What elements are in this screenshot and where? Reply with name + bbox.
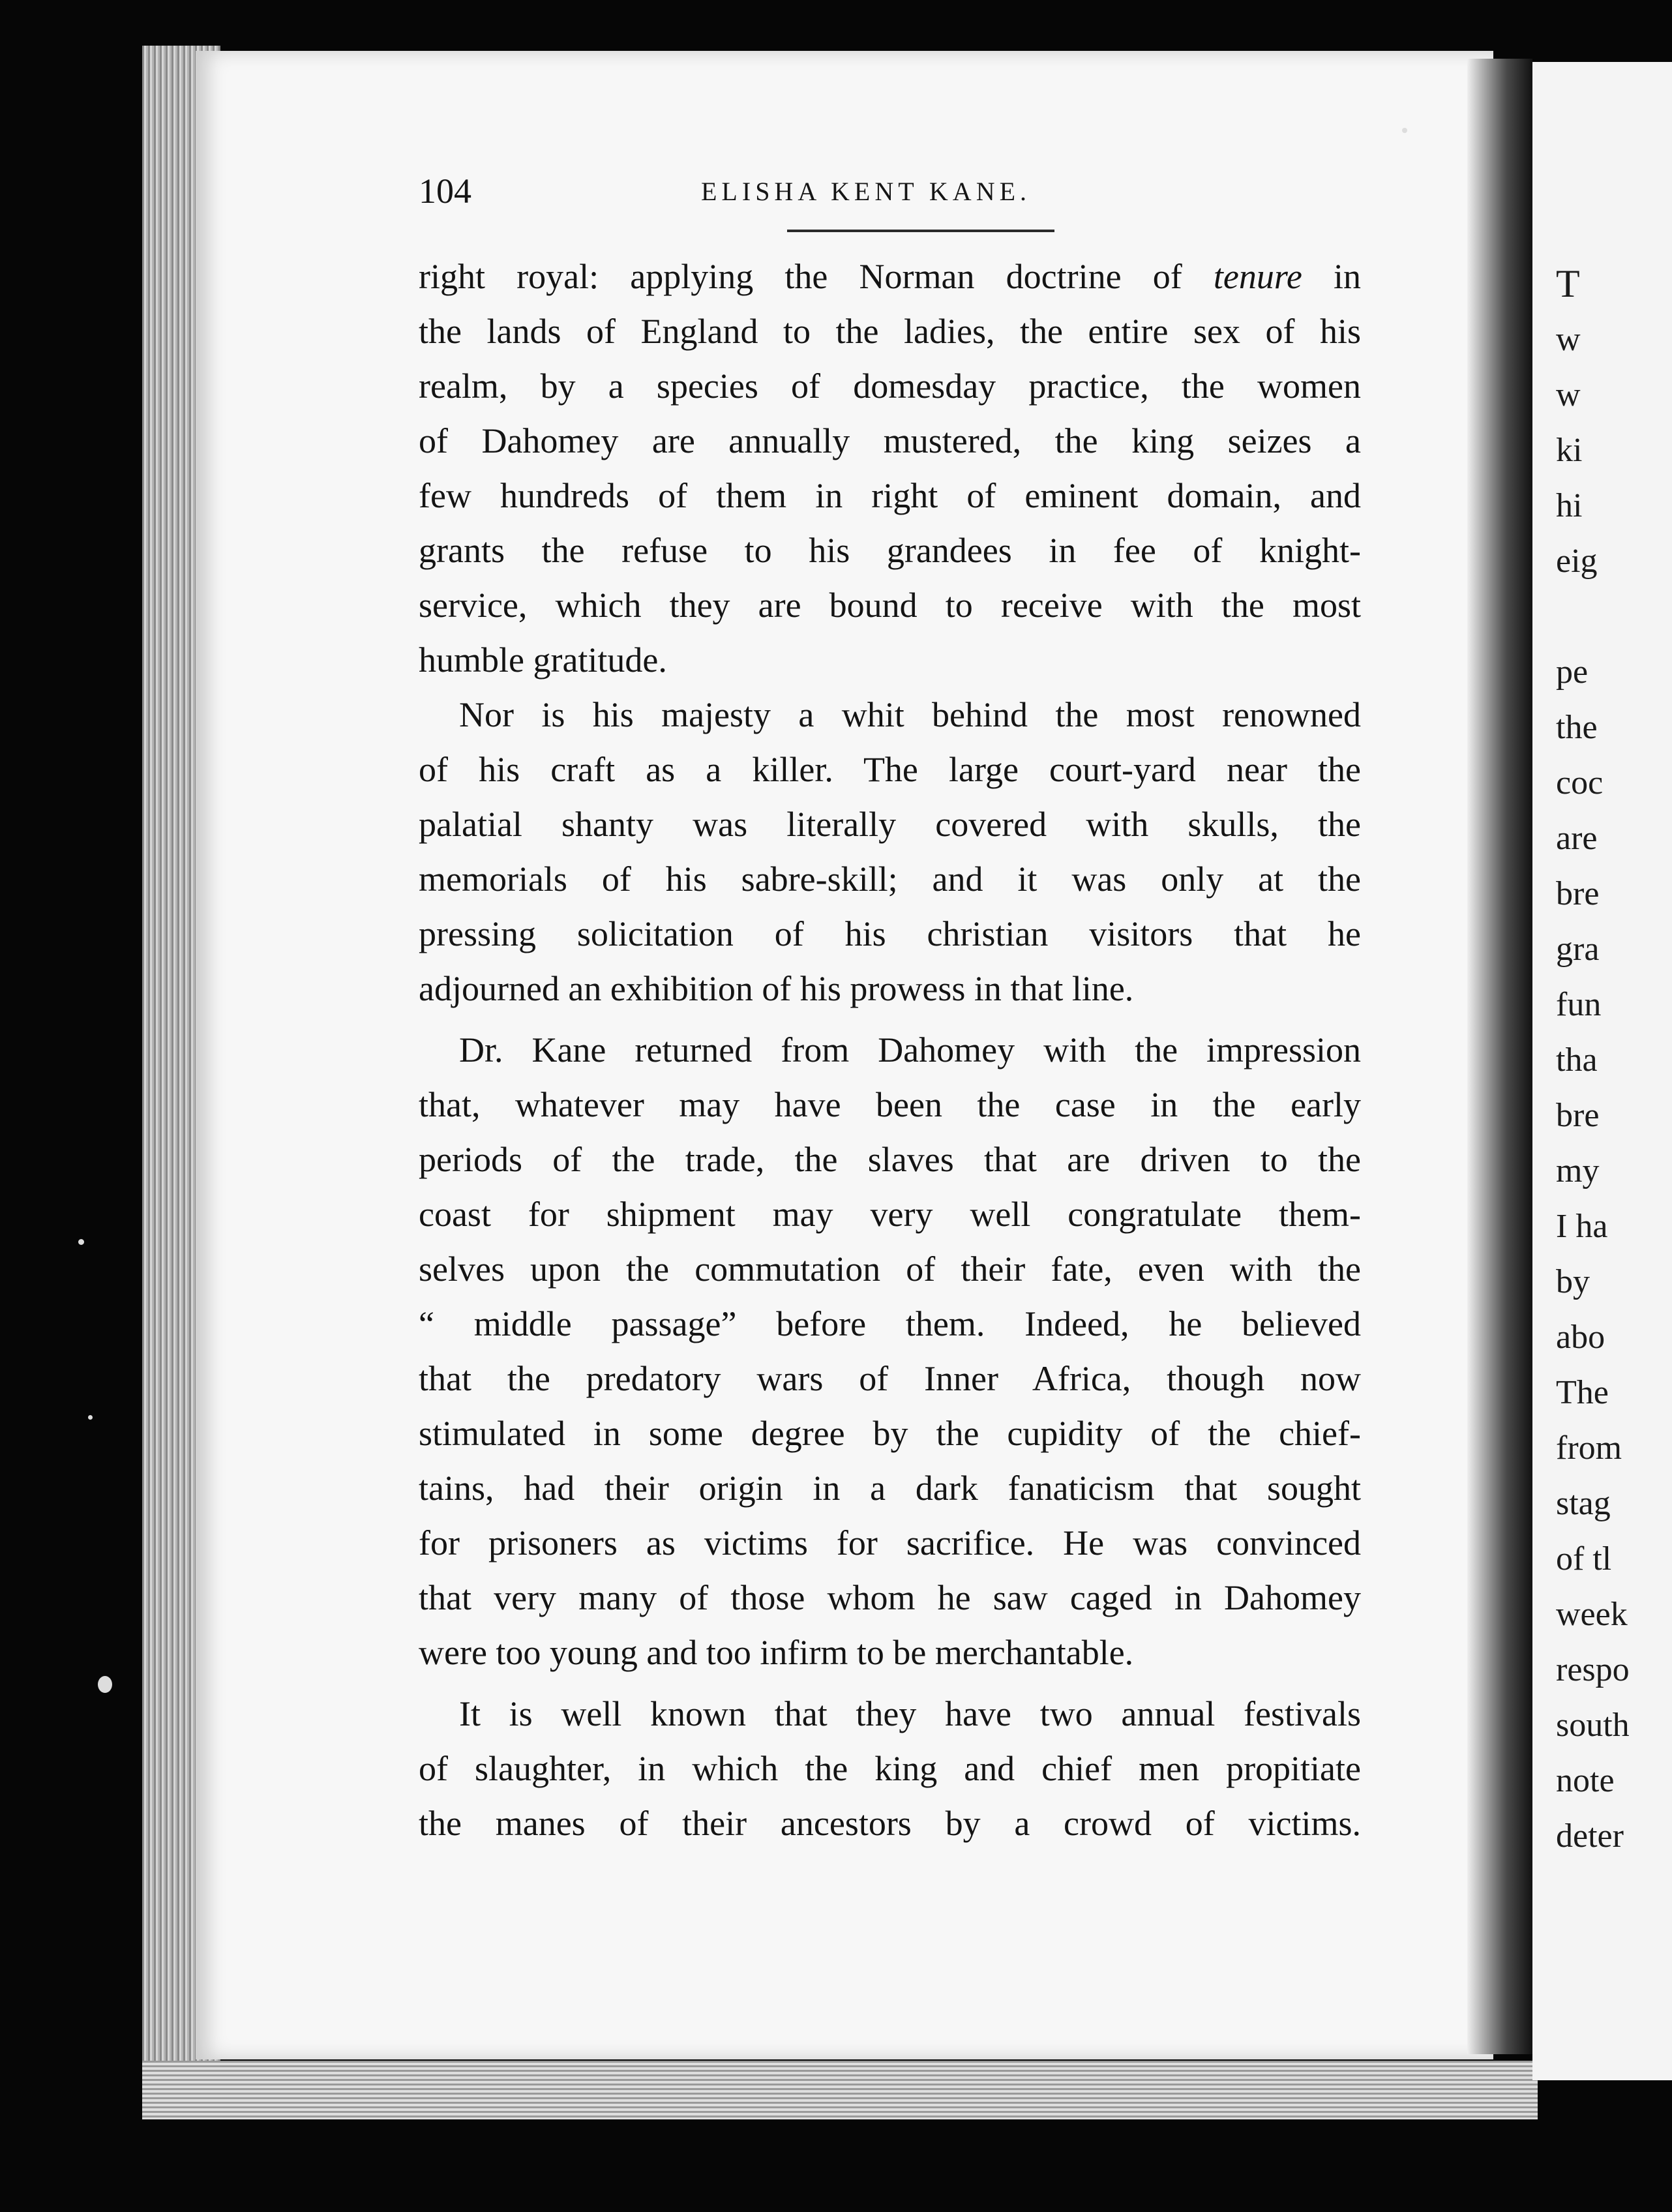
text-line: that very many of those whom he saw caged in Dahomey [419, 1578, 1361, 1617]
text-line: of his craft as a killer. The large court-yard near the [419, 750, 1361, 789]
text-line: the manes of their ancestors by a crowd of victims. [419, 1804, 1361, 1843]
text-line: “ middle passage” before them. Indeed, he believed [419, 1304, 1361, 1343]
facing-fragment: bre [1556, 1097, 1600, 1134]
facing-fragment: I ha [1556, 1208, 1608, 1245]
italic-word: tenure [1213, 257, 1302, 296]
facing-fragment: w [1556, 321, 1581, 358]
facing-fragment: w [1556, 376, 1581, 413]
facing-fragment: are [1556, 820, 1598, 857]
facing-fragment: gra [1556, 931, 1600, 968]
text-line: right royal: applying the Norman doctrine of tenure in [419, 257, 1361, 296]
text-line: selves upon the commutation of their fate, even with the [419, 1249, 1361, 1289]
facing-fragment: tha [1556, 1041, 1598, 1079]
facing-fragment: eig [1556, 543, 1598, 580]
facing-fragment: by [1556, 1263, 1590, 1300]
text-line: periods of the trade, the slaves that are driven to the [419, 1140, 1361, 1179]
scan-speck [78, 1239, 84, 1245]
scan-speck [88, 1415, 93, 1420]
facing-fragment: note [1556, 1762, 1615, 1799]
text-line: the lands of England to the ladies, the entire sex of his [419, 312, 1361, 351]
facing-fragment: The [1556, 1374, 1609, 1411]
facing-fragment: deter [1556, 1817, 1624, 1855]
text-line: humble gratitude. [419, 640, 667, 680]
scan-speck [98, 1676, 112, 1693]
text-line: service, which they are bound to receive with the most [419, 586, 1361, 625]
text-line: Nor is his majesty a whit behind the most renowned [459, 695, 1361, 734]
text-line: adjourned an exhibition of his prowess in that line. [419, 969, 1134, 1008]
text-line: for prisoners as victims for sacrifice. He was convinced [419, 1523, 1361, 1562]
facing-fragment: south [1556, 1707, 1630, 1744]
facing-fragment: bre [1556, 875, 1600, 912]
facing-page [1532, 62, 1672, 2080]
scan-speck [1402, 128, 1407, 133]
facing-fragment: of tl [1556, 1540, 1612, 1577]
text-line: realm, by a species of domesday practice, the women [419, 366, 1361, 406]
facing-fragment: from [1556, 1429, 1622, 1467]
text-line: memorials of his sabre-skill; and it was only at the [419, 859, 1361, 899]
header-rule [787, 230, 1054, 232]
text-line: of Dahomey are annually mustered, the king seizes a [419, 421, 1361, 460]
facing-fragment: week [1556, 1596, 1628, 1633]
text-line: pressing solicitation of his christian visitors that he [419, 914, 1361, 953]
facing-fragment: stag [1556, 1485, 1611, 1522]
facing-fragment: coc [1556, 764, 1604, 801]
text-line: It is well known that they have two annual festivals [459, 1694, 1361, 1733]
facing-fragment: the [1556, 709, 1598, 746]
facing-fragment: T [1556, 262, 1580, 305]
text-line: that the predatory wars of Inner Africa, though now [419, 1359, 1361, 1398]
facing-fragment: ki [1556, 432, 1583, 469]
text-line: grants the refuse to his grandees in fee of knight- [419, 531, 1361, 570]
text-line: that, whatever may have been the case in the early [419, 1085, 1361, 1124]
text-line: palatial shanty was literally covered with skulls, the [419, 805, 1361, 844]
book-gutter [1467, 59, 1532, 2054]
page-number: 104 [419, 172, 471, 211]
text-line: were too young and too infirm to be merchantable. [419, 1633, 1134, 1672]
facing-fragment: pe [1556, 653, 1589, 691]
text-line: Dr. Kane returned from Dahomey with the impression [459, 1030, 1361, 1069]
facing-fragment: respo [1556, 1651, 1630, 1688]
facing-fragment: hi [1556, 487, 1583, 524]
text-line: tains, had their origin in a dark fanaticism that sought [419, 1469, 1361, 1508]
facing-fragment: abo [1556, 1319, 1605, 1356]
facing-fragment: my [1556, 1152, 1600, 1189]
facing-fragment: fun [1556, 986, 1602, 1023]
text-line: stimulated in some degree by the cupidity of the chief- [419, 1414, 1361, 1453]
text-line: coast for shipment may very well congratulate them- [419, 1195, 1361, 1234]
text-line: of slaughter, in which the king and chief men propitiate [419, 1749, 1361, 1788]
text-line: few hundreds of them in right of eminent domain, and [419, 476, 1361, 515]
book-bottom-edges [142, 2061, 1538, 2119]
running-title: ELISHA KENT KANE. [701, 177, 1032, 206]
